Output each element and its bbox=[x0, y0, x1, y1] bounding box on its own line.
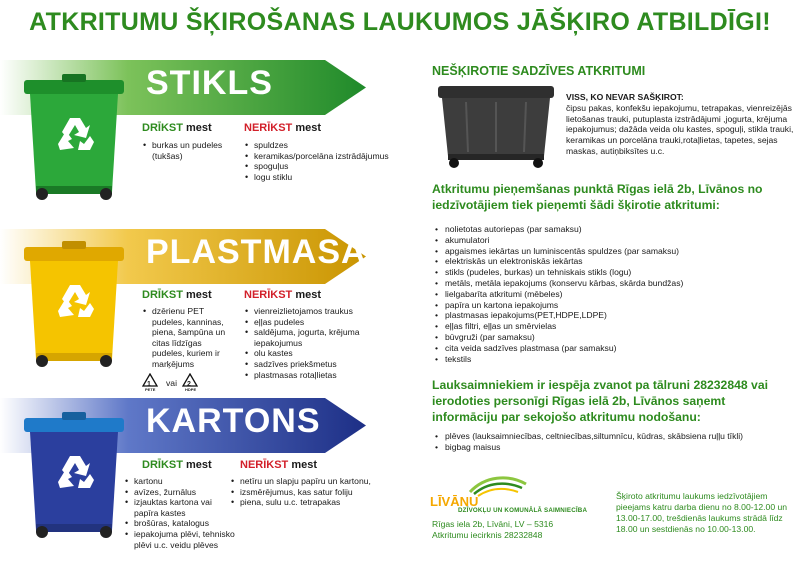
yellow-bin-icon bbox=[22, 241, 126, 369]
address: Rīgas iela 2b, Līvāni, LV – 5316 bbox=[432, 519, 554, 529]
list-item: • piena, sulu u.c. tetrapakas bbox=[230, 497, 380, 508]
banner-label-kartons: KARTONS bbox=[146, 402, 321, 440]
list-item: • avīzes, žurnālus bbox=[124, 487, 236, 498]
banner-label-plastmasa: PLASTMASA bbox=[146, 233, 367, 271]
denied-heading-stikls: NERĪKST mest bbox=[244, 122, 322, 134]
list-item: • lielgabarīta atkritumi (mēbeles) bbox=[434, 289, 794, 300]
list-item: • izjauktas kartona vai papīra kastes bbox=[124, 497, 236, 518]
list-item: • saldējuma, jogurta, krējuma iepakojumus bbox=[244, 327, 380, 348]
list-item: • tekstils bbox=[434, 354, 794, 365]
denied-list-stikls bbox=[244, 140, 414, 182]
opening-hours: Šķiroto atkritumu laukums iedzīvotājiem pieejams katru darba dienu no 8.00-12.00 un 13.00-17.00, trešdienās laukums strādā līdz 18.00 un sestdienās no 10.00-13.00. bbox=[616, 491, 788, 534]
recycle-code-2: 2 bbox=[187, 381, 191, 388]
list-item: • iepakojuma plēvi, tehnisko plēvi u.c. veidu plēves bbox=[124, 529, 236, 550]
logo-subtitle: DZĪVOKĻU UN KOMUNĀLĀ SAIMNIECĪBA bbox=[458, 507, 588, 514]
list-item: • logu stiklu bbox=[244, 172, 414, 183]
page-title: ATKRITUMU ŠĶIROŠANAS LAUKUMOS JĀŠĶIRO ATBILDĪGI! bbox=[29, 8, 771, 36]
recycle-caption-hdpe: HDPE bbox=[185, 387, 197, 392]
denied-heading-plastmasa: NERĪKST mest bbox=[244, 289, 322, 301]
allowed-list-plastmasa bbox=[142, 306, 232, 370]
list-item: • bigbag maisus bbox=[434, 442, 794, 453]
list-item: • burkas un pudeles (tukšas) bbox=[142, 140, 240, 161]
banner-label-stikls: STIKLS bbox=[146, 64, 273, 102]
list-item: • papīra un kartona iepakojums bbox=[434, 300, 794, 311]
list-item: • spoguļus bbox=[244, 161, 414, 172]
allowed-heading-kartons: DRĪKST mest bbox=[142, 459, 212, 471]
logo-wordmark: LĪVĀNU bbox=[430, 494, 479, 509]
contact-info bbox=[432, 519, 553, 541]
livanu-logo bbox=[430, 470, 530, 510]
list-item: • elektriskās un elektroniskās iekārtas bbox=[434, 256, 794, 267]
list-item: • metāls, metāla iepakojums (konservu kārbas, skārda bundžas) bbox=[434, 278, 794, 289]
bulky-waste-description bbox=[566, 92, 794, 157]
list-item: • būvgruži (par samaksu) bbox=[434, 332, 794, 343]
bulky-waste-text: čipsu pakas, konfekšu iepakojumu, tetrapakas, vienreizējās lietošanas trauki, putuplasta izstrādājumi ,jogurta, krējuma iepakojumus; dažāda veida olu kastes, spoguļi, stikla trauki, keramikas un porcelāna trauki,rotaļlietas, tapetes, sejas maskas, autiņbiksītes u.c. bbox=[566, 102, 794, 156]
allowed-list-stikls bbox=[142, 140, 240, 161]
denied-list-kartons bbox=[230, 476, 380, 508]
list-item: • plastmasas rotaļlietas bbox=[244, 370, 380, 381]
farmers-heading: Lauksaimniekiem ir iespēja zvanot pa tālruni 28232848 vai ierodoties personīgi Rīgas ielā 2b, Līvānos saņemt informāciju par sekojošo atkritumu nodošanu: bbox=[432, 378, 769, 424]
list-item: • keramikas/porcelāna izstrādājumus bbox=[244, 151, 414, 162]
list-item: • akumulatori bbox=[434, 235, 794, 246]
list-item: • olu kastes bbox=[244, 348, 380, 359]
blue-bin-icon bbox=[22, 412, 126, 540]
list-item: • plēves (lauksaimniecības, celtniecības,siltumnīcu, kūdras, skābsiena ruļļu tīkli) bbox=[434, 431, 794, 442]
list-item: • stikls (pudeles, burkas) un tehniskais stikls (logu) bbox=[434, 267, 794, 278]
list-item: • netīru un slapju papīru un kartonu, bbox=[230, 476, 380, 487]
phone: Atkritumu iecirknis 28232848 bbox=[432, 530, 543, 540]
list-item: • plastmasas iepakojums(PET,HDPE,LDPE) bbox=[434, 310, 794, 321]
collection-point-heading: Atkritumu pieņemšanas punktā Rīgas ielā 2b, Līvānos no iedzīvotājiem tiek pieņemti šādi šķirotie atkritumi: bbox=[432, 182, 763, 212]
green-bin-icon bbox=[22, 74, 126, 202]
denied-list-plastmasa bbox=[244, 306, 380, 380]
bulky-waste-heading: VISS, KO NEVAR SAŠĶIROT: bbox=[566, 92, 684, 102]
list-item: • vienreizlietojamos traukus bbox=[244, 306, 380, 317]
list-item: • eļļas filtri, eļļas un smērvielas bbox=[434, 321, 794, 332]
list-item: • izsmērējumus, kas satur foliju bbox=[230, 487, 380, 498]
list-item: • sadzīves priekšmetus bbox=[244, 359, 380, 370]
list-item: • nolietotas autoriepas (par samaksu) bbox=[434, 224, 794, 235]
allowed-heading-plastmasa: DRĪKST mest bbox=[142, 289, 212, 301]
list-item: • cita veida sadzīves plastmasa (par samaksu) bbox=[434, 343, 794, 354]
list-item: • brošūras, katalogus bbox=[124, 518, 236, 529]
collection-point-list bbox=[434, 224, 794, 364]
list-item: • apgaismes iekārtas un luminiscentās spuldzes (par samaksu) bbox=[434, 246, 794, 257]
farmers-list bbox=[434, 431, 794, 453]
list-item: • kartonu bbox=[124, 476, 236, 487]
recycle-caption-pete: PETE bbox=[145, 387, 156, 392]
denied-heading-kartons: NERĪKST mest bbox=[240, 459, 318, 471]
allowed-heading-stikls: DRĪKST mest bbox=[142, 122, 212, 134]
list-item: • spuldzes bbox=[244, 140, 414, 151]
grey-container-icon bbox=[436, 84, 556, 170]
list-item: • dzērienu PET pudeles, kanninas, piena, šampūna un citas līdzīgas pudeles, kuriem ir marķējums bbox=[142, 306, 232, 370]
allowed-list-kartons bbox=[124, 476, 236, 550]
or-label: vai bbox=[166, 378, 177, 388]
list-item: • eļļas pudeles bbox=[244, 317, 380, 328]
bulky-waste-title: NEŠĶIROTIE SADZĪVES ATKRITUMI bbox=[432, 64, 646, 78]
recycle-code-1: 1 bbox=[147, 381, 151, 388]
